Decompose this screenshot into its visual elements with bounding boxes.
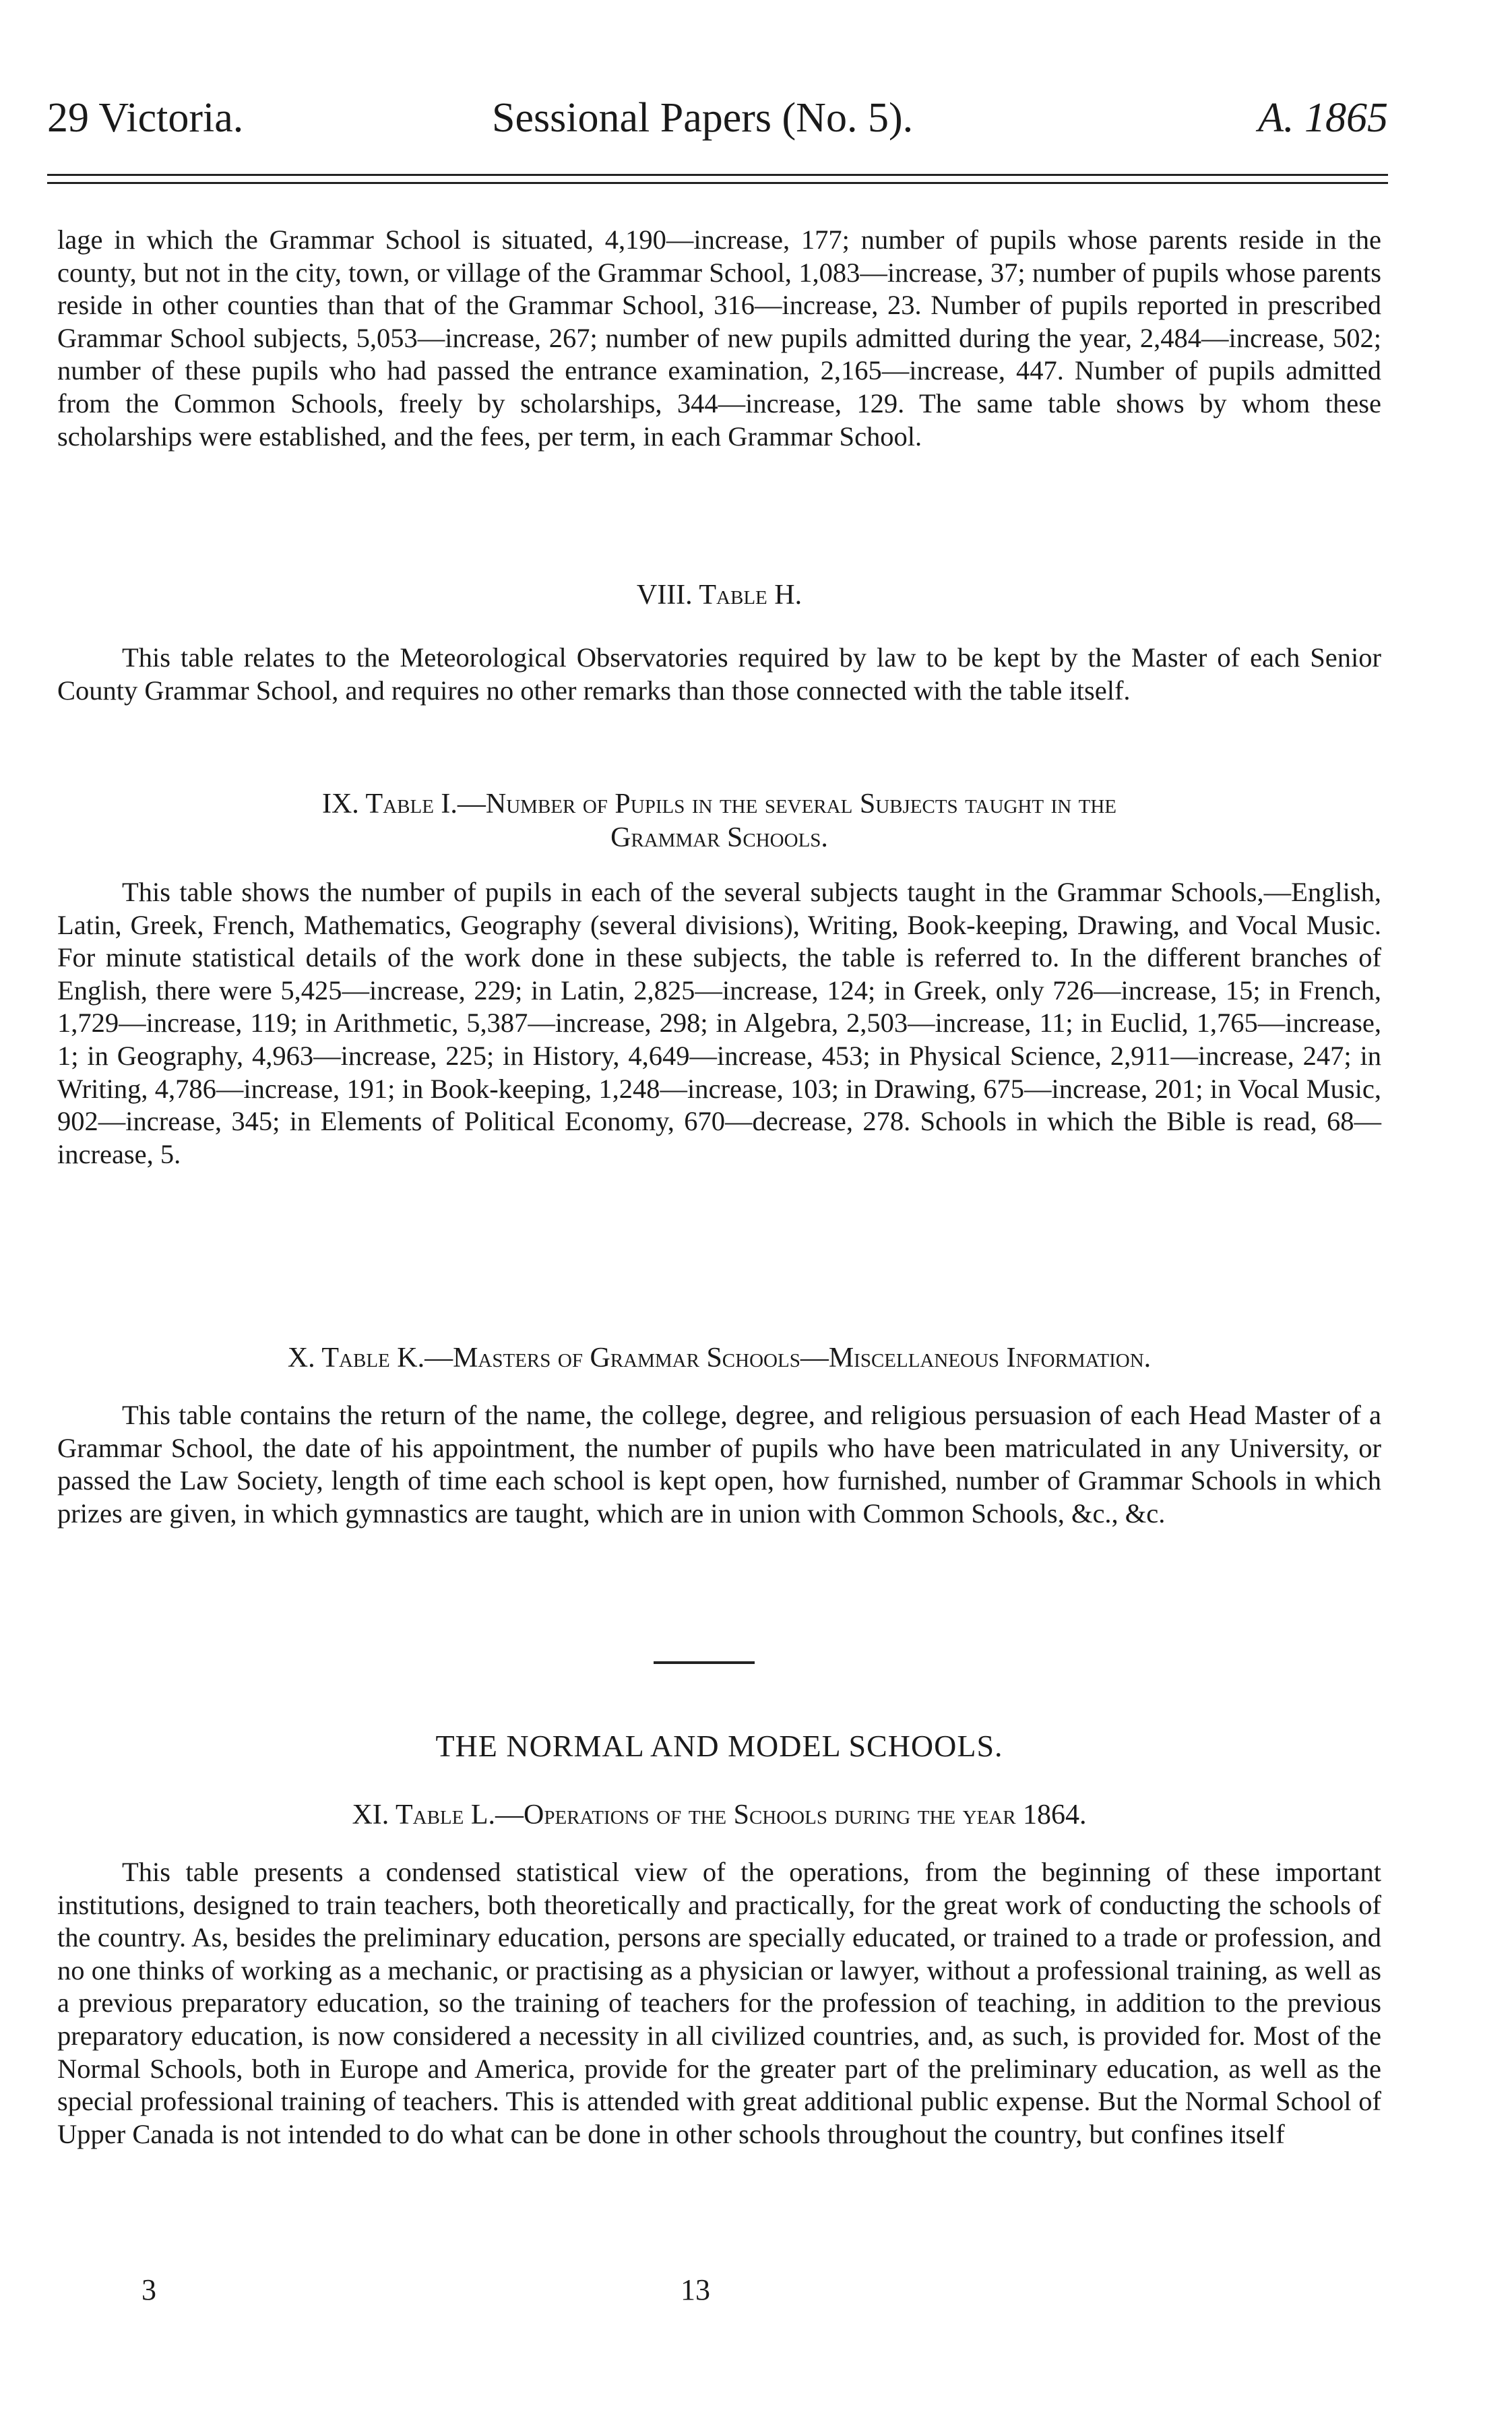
running-header (47, 94, 1388, 155)
heading-table-h: VIII. Table H. (636, 580, 802, 611)
paragraph-table-k: This table contains the return of the name, the college, degree, and religious persuasion of each Head Master of a Grammar School, the date of his appointment, the number of pupils who have been matriculated in any University, or passed the Law Society, length of time each school is kept open, how furnished, number of Grammar Schools in which prizes are given, in which gymnastics are taught, which are in union with Common Schools, &c., &c. (57, 1400, 1381, 1529)
paragraph-table-l: This table presents a condensed statistical view of the operations, from the beginning of these important institutions, designed to train teachers, both theoretically and practically, for the great work of conducting the schools of the country. As, besides the preliminary education, persons are specially educated, or trained to a trade or profession, and no one thinks of working as a mechanic, or practising as a physician or lawyer, without a professional training, as well as a previous preparatory education, so the training of teachers for the profession of teaching, in addition to the previous preparatory education, is now considered a necessity in all civilized countries, and, as such, is provided for. Most of the Normal Schools, both in Europe and America, provide for the greater part of the preliminary education, as well as the special professional training of teachers. This is attended with great additional public expense. But the Normal School of Upper Canada is not intended to do what can be done in other schools throughout the country, but confines itself (57, 1857, 1381, 2149)
header-rule-top (47, 174, 1388, 176)
header-rule-bottom (47, 182, 1388, 184)
heading-table-l: XI. Table L.—Operations of the Schools during the year 1864. (352, 1799, 1087, 1830)
heading-table-i-line2: Grammar Schools. (610, 822, 828, 853)
section-title: THE NORMAL AND MODEL SCHOOLS. (435, 1729, 1003, 1763)
header-year: A. 1865 (1258, 95, 1388, 141)
heading-table-i-line1: IX. Table I.—Number of Pupils in the several Subjects taught in the (321, 789, 1117, 820)
paragraph-table-h: This table relates to the Meteorological Observatories required by law to be kept by the Master of each Senior County Grammar School, and requires no other remarks than those connected with the table itself. (57, 642, 1381, 706)
paragraph-table-i: This table shows the number of pupils in each of the several subjects taught in the Grammar Schools,—English, Latin, Greek, French, Mathematics, Geography (several divisions), Writing, Book-keeping, Drawing, and Vocal Music. For minute statistical details of the work done in these subjects, the table is referred to. In the different branches of English, there were 5,425—increase, 229; in Latin, 2,825—increase, 124; in Greek, only 726—increase, 15; in French, 1,729—increase, 119; in Arithmetic, 5,387—increase, 298; in Algebra, 2,503—increase, 11; in Euclid, 1,765—increase, 1; in Geography, 4,963—increase, 225; in History, 4,649—increase, 453; in Physical Science, 2,911—increase, 247; in Writing, 4,786—increase, 191; in Book-keeping, 1,248—increase, 103; in Drawing, 675—increase, 201; in Vocal Music, 902—increase, 345; in Elements of Political Economy, 670—decrease, 278. Schools in which the Bible is read, 68—increase, 5. (57, 877, 1381, 1169)
header-volume: 29 Victoria. (47, 95, 244, 141)
footer-page-number: 13 (681, 2273, 710, 2306)
heading-table-k: X. Table K.—Masters of Grammar Schools—Miscellaneous Information. (287, 1343, 1152, 1374)
section-divider (654, 1661, 755, 1664)
header-title: Sessional Papers (No. 5). (492, 95, 914, 141)
footer-signature-mark: 3 (141, 2273, 156, 2306)
paragraph-table-g-continued: lage in which the Grammar School is situated, 4,190—increase, 177; number of pupils whose parents reside in the county, but not in the city, town, or village of the Grammar School, 1,083—increase, 37; number of pupils whose parents reside in other counties than that of the Grammar School, 316—increase, 23. Number of pupils reported in prescribed Grammar School subjects, 5,053—increase, 267; number of new pupils admitted during the year, 2,484—increase, 502; number of these pupils who had passed the entrance examination, 2,165—increase, 447. Number of pupils admitted from the Common Schools, freely by scholarships, 344—increase, 129. The same table shows by whom these scholarships were established, and the fees, per term, in each Grammar School. (57, 224, 1381, 452)
heading-table-i (57, 787, 1381, 855)
